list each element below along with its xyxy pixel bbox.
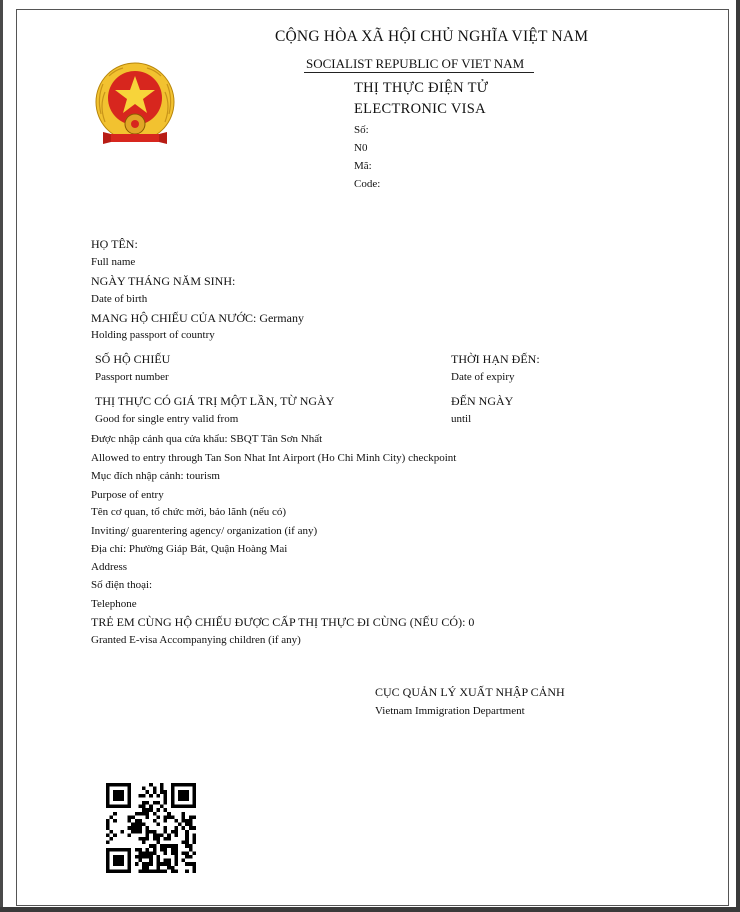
address-label-vi: Địa chỉ: Phường Giáp Bát, Quận Hoàng Mai [91,543,288,555]
purpose-label-vi: Mục đích nhập cảnh: tourism [91,470,220,482]
visa-title-vi: THỊ THỰC ĐIỆN TỬ [354,80,489,96]
number-label-vi: Số: [354,124,369,136]
children-label-vi: TRẺ EM CÙNG HỘ CHIẾU ĐƯỢC CẤP THỊ THỰC ĐI CÙNG (NẾU CÓ): 0 [91,615,475,629]
until-label-vi: ĐẾN NGÀY [451,394,514,408]
code-label-vi: Mã: [354,160,372,172]
agency-label-en: Inviting/ guarentering agency/ organization (if any) [91,525,318,537]
window-bottom-edge [0,907,740,912]
country-name-vi: CỘNG HÒA XÃ HỘI CHỦ NGHĨA VIỆT NAM [275,28,589,45]
until-label-en: until [451,413,472,425]
passport-number-label-vi: SỐ HỘ CHIẾU [95,352,171,366]
entry-checkpoint-vi: Được nhập cảnh qua cửa khẩu: SBQT Tân Sơn Nhất [91,433,323,445]
valid-from-label-en: Good for single entry valid from [95,413,239,425]
nationality-label-en: Holding passport of country [91,329,215,341]
visa-title-en: ELECTRONIC VISA [354,101,486,117]
authority-name-en: Vietnam Immigration Department [375,705,525,717]
dob-label-vi: NGÀY THÁNG NĂM SINH: [91,274,236,288]
expiry-label-vi: THỜI HẠN ĐẾN: [451,352,540,366]
entry-checkpoint-en: Allowed to entry through Tan Son Nhat Int Airport (Ho Chi Minh City) checkpoint [91,452,457,464]
passport-number-label-en: Passport number [95,371,169,383]
phone-label-en: Telephone [91,598,137,610]
country-name-en: SOCIALIST REPUBLIC OF VIET NAM [306,56,525,71]
nationality-label-vi: MANG HỘ CHIẾU CỦA NƯỚC: Germany [91,311,304,325]
window-left-edge [0,0,3,912]
authority-name-vi: CỤC QUẢN LÝ XUẤT NHẬP CẢNH [375,685,565,699]
dob-label-en: Date of birth [91,293,148,305]
address-label-en: Address [91,561,128,573]
full-name-label-en: Full name [91,256,136,268]
phone-label-vi: Số điện thoại: [91,579,153,591]
purpose-label-en: Purpose of entry [91,489,164,501]
full-name-label-vi: HỌ TÊN: [91,237,138,251]
number-label-en: N0 [354,142,368,154]
qr-code-icon [106,783,196,873]
header-underline [304,72,534,73]
code-label-en: Code: [354,178,381,190]
window-right-edge [736,0,740,912]
agency-label-vi: Tên cơ quan, tổ chức mời, bảo lãnh (nếu có) [91,506,287,518]
valid-from-label-vi: THỊ THỰC CÓ GIÁ TRỊ MỘT LẦN, TỪ NGÀY [95,394,335,408]
expiry-label-en: Date of expiry [451,371,515,383]
children-label-en: Granted E-visa Accompanying children (if any) [91,634,301,646]
vietnam-national-emblem-icon [93,62,177,148]
